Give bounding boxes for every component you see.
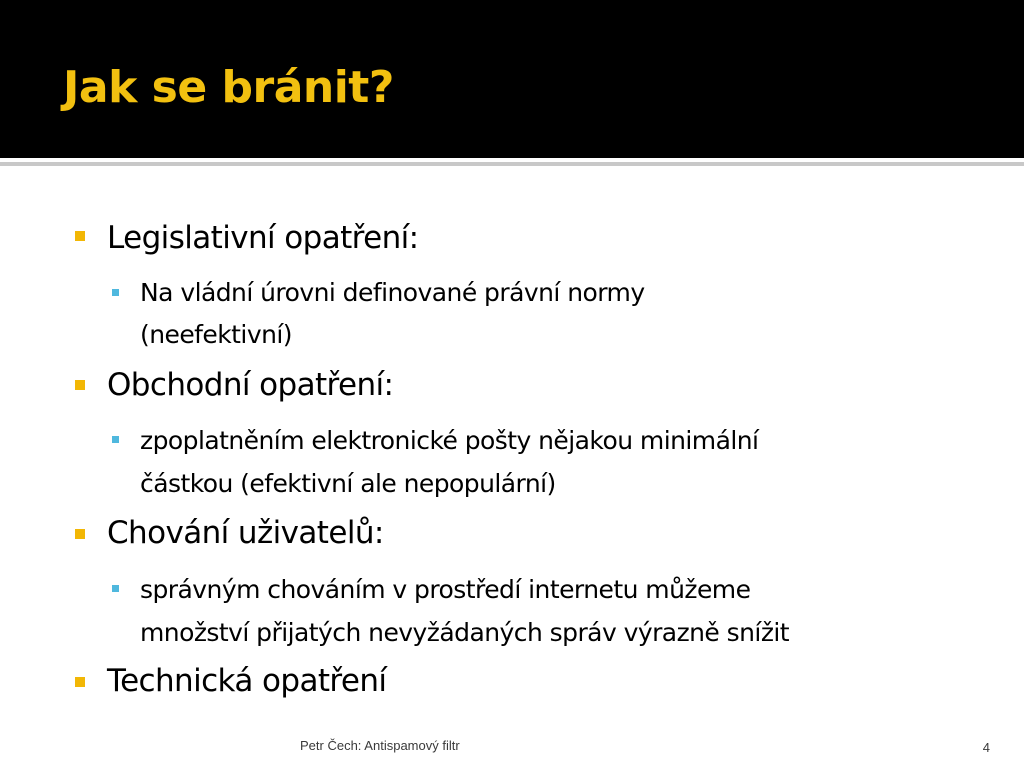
- slide-title: Jak se bránit?: [63, 62, 394, 113]
- bullet-square-icon: [75, 529, 85, 539]
- bullet-square-icon: [75, 380, 85, 390]
- sub-bullet-square-icon: [112, 585, 119, 592]
- sub-bullet-square-icon: [112, 289, 119, 296]
- bullet-square-icon: [75, 677, 85, 687]
- bullet-legislativni: Legislativní opatření:: [107, 220, 419, 256]
- slide-footer: Petr Čech: Antispamový filtr: [300, 738, 460, 753]
- page-number: 4: [982, 740, 990, 755]
- sub-bullet-line: Na vládní úrovni definované právní normy: [140, 278, 645, 307]
- sub-bullet-square-icon: [112, 436, 119, 443]
- sub-bullet-line: částkou (efektivní ale nepopulární): [140, 469, 556, 498]
- bullet-obchodni: Obchodní opatření:: [107, 367, 394, 403]
- sub-bullet-line: správným chováním v prostředí internetu můžeme: [140, 575, 751, 604]
- sub-bullet-line: zpoplatněním elektronické pošty nějakou minimální: [140, 426, 759, 455]
- bullet-square-icon: [75, 231, 85, 241]
- sub-bullet-line: (neefektivní): [140, 320, 292, 349]
- bullet-chovani: Chování uživatelů:: [107, 515, 384, 551]
- bullet-technicka: Technická opatření: [107, 663, 387, 699]
- sub-bullet-line: množství přijatých nevyžádaných správ výrazně snížit: [140, 618, 790, 647]
